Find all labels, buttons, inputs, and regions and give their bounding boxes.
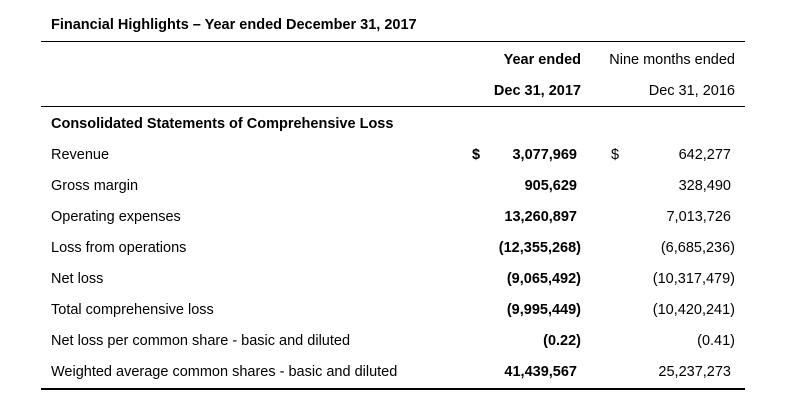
currency-symbol-2017: $ xyxy=(472,147,481,163)
table-row xyxy=(0,333,789,364)
value-2017: (9,065,492) xyxy=(506,271,581,287)
row-label: Net loss per common share - basic and diluted xyxy=(51,333,351,349)
table-row xyxy=(0,271,789,302)
title-rule xyxy=(41,41,745,42)
value-2016: (6,685,236) xyxy=(660,240,735,256)
section-title: Consolidated Statements of Comprehensive Loss xyxy=(51,116,394,132)
table-row xyxy=(0,364,789,395)
table-row xyxy=(0,209,789,240)
value-2017: (0.22) xyxy=(543,333,581,349)
value-2017: 3,077,969 xyxy=(512,147,577,163)
bottom-rule xyxy=(41,388,745,390)
table-row xyxy=(0,302,789,333)
value-2016: (10,420,241) xyxy=(652,302,735,318)
table-row xyxy=(0,240,789,271)
col-2017-header-line2: Dec 31, 2017 xyxy=(493,83,581,99)
value-2017: (9,995,449) xyxy=(506,302,581,318)
value-2016: (0.41) xyxy=(697,333,735,349)
value-2017: 905,629 xyxy=(524,178,577,194)
table-row xyxy=(0,178,789,209)
table-row xyxy=(0,147,789,178)
row-label: Operating expenses xyxy=(51,209,181,225)
row-label: Net loss xyxy=(51,271,104,287)
report-title: Financial Highlights – Year ended December 31, 2017 xyxy=(51,17,417,33)
value-2016: 25,237,273 xyxy=(658,364,731,380)
header-rule xyxy=(41,106,745,107)
value-2016: 642,277 xyxy=(678,147,731,163)
row-label: Loss from operations xyxy=(51,240,187,256)
value-2016: 7,013,726 xyxy=(666,209,731,225)
value-2016: 328,490 xyxy=(678,178,731,194)
col-2017-header-line1: Year ended xyxy=(503,52,581,68)
col-2016-header-line1: Nine months ended xyxy=(609,52,735,68)
row-label: Weighted average common shares - basic and diluted xyxy=(51,364,398,380)
value-2016: (10,317,479) xyxy=(652,271,735,287)
row-label: Revenue xyxy=(51,147,110,163)
value-2017: 41,439,567 xyxy=(504,364,577,380)
col-2016-header-line2: Dec 31, 2016 xyxy=(648,83,735,99)
row-label: Total comprehensive loss xyxy=(51,302,214,318)
value-2017: 13,260,897 xyxy=(504,209,577,225)
row-label: Gross margin xyxy=(51,178,139,194)
currency-symbol-2016: $ xyxy=(611,147,620,163)
value-2017: (12,355,268) xyxy=(498,240,581,256)
